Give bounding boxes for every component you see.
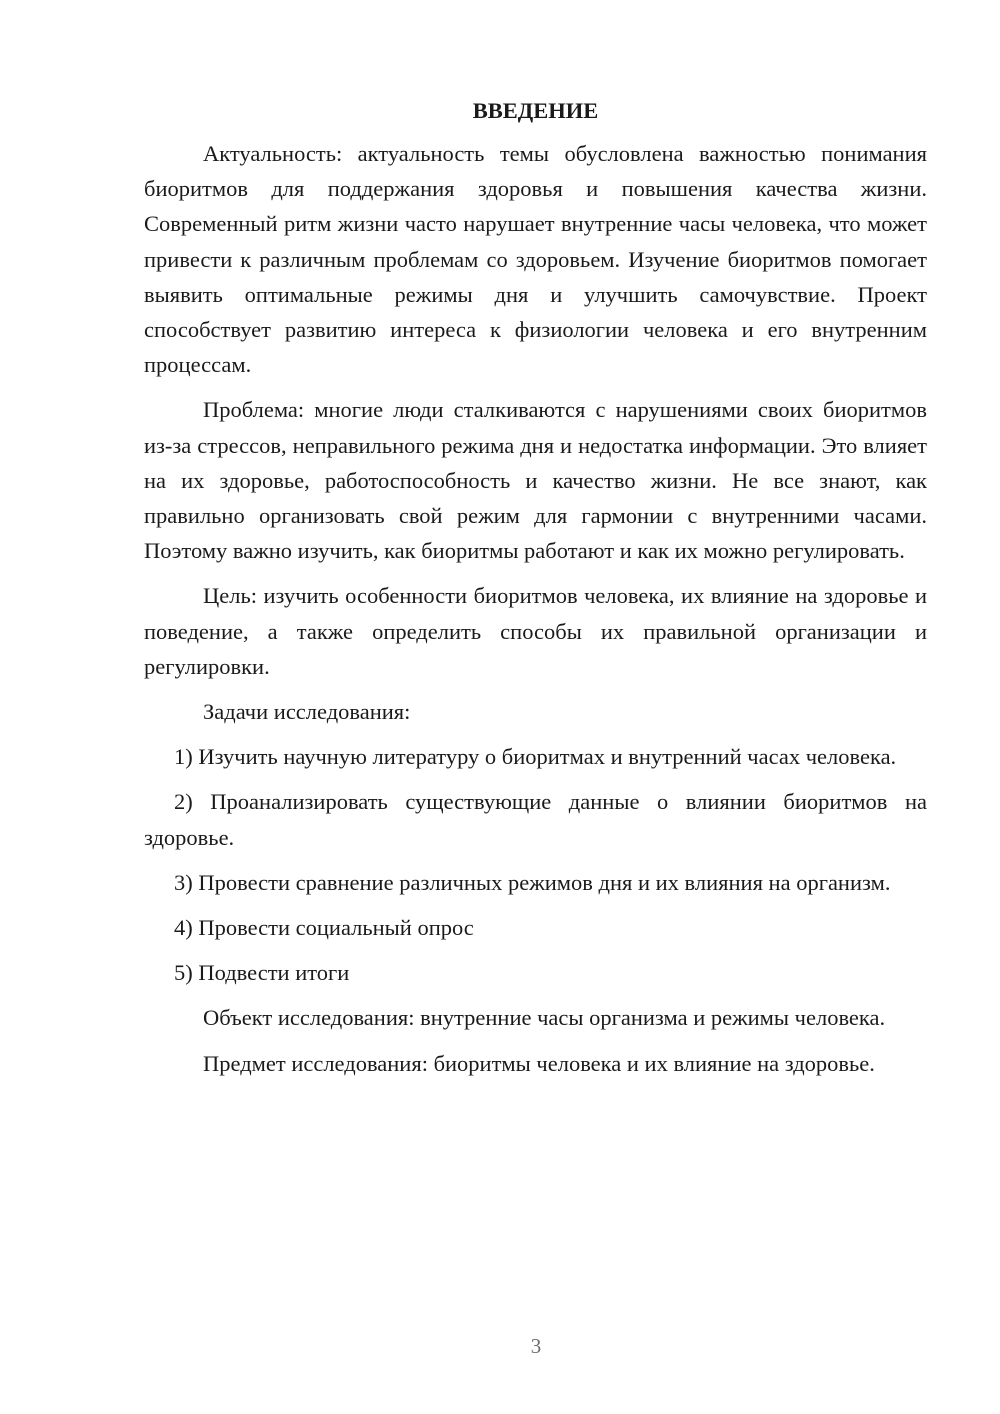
document-body [144, 93, 927, 1081]
relevance-paragraph: Актуальность: актуальность темы обусловлена важностью понимания биоритмов для поддержания здоровья и повышения качества жизни. Современный ритм жизни часто нарушает внутренние часы человека, что может привести к различным проблемам со здоровьем. Изучение биоритмов помогает выявить оптимальные режимы дня и улучшить самочувствие. Проект способствует развитию интереса к физиологии человека и его внутренним процессам. [144, 141, 927, 378]
page-number: 3 [530, 1334, 542, 1358]
tasks-heading: Задачи исследования: [203, 699, 411, 725]
goal-paragraph: Цель: изучить особенности биоритмов человека, их влияние на здоровье и поведение, а также определить способы их правильной организации и регулировки. [144, 583, 927, 679]
subject-paragraph: Предмет исследования: биоритмы человека и их влияние на здоровье. [203, 1050, 875, 1076]
problem-paragraph: Проблема: многие люди сталкиваются с нарушениями своих биоритмов из-за стрессов, неправильного режима дня и недостатка информации. Это влияет на их здоровье, работоспособность и качество жизни. Не все знают, как правильно организовать свой режим для гармонии с внутренними часами. Поэтому важно изучить, как биоритмы работают и как их можно регулировать. [144, 397, 927, 564]
section-title: ВВЕДЕНИЕ [472, 98, 599, 123]
object-paragraph: Объект исследования: внутренние часы организма и режимы человека. [203, 1005, 886, 1031]
task-item: 2) Проанализировать существующие данные о влиянии биоритмов на здоровье. [144, 789, 927, 850]
task-item: 1) Изучить научную литературу о биоритмах и внутренний часах человека. [174, 744, 897, 770]
task-item: 4) Провести социальный опрос [174, 915, 474, 941]
task-item: 5) Подвести итоги [174, 960, 350, 986]
task-item: 3) Провести сравнение различных режимов дня и их влияния на организм. [174, 869, 891, 895]
